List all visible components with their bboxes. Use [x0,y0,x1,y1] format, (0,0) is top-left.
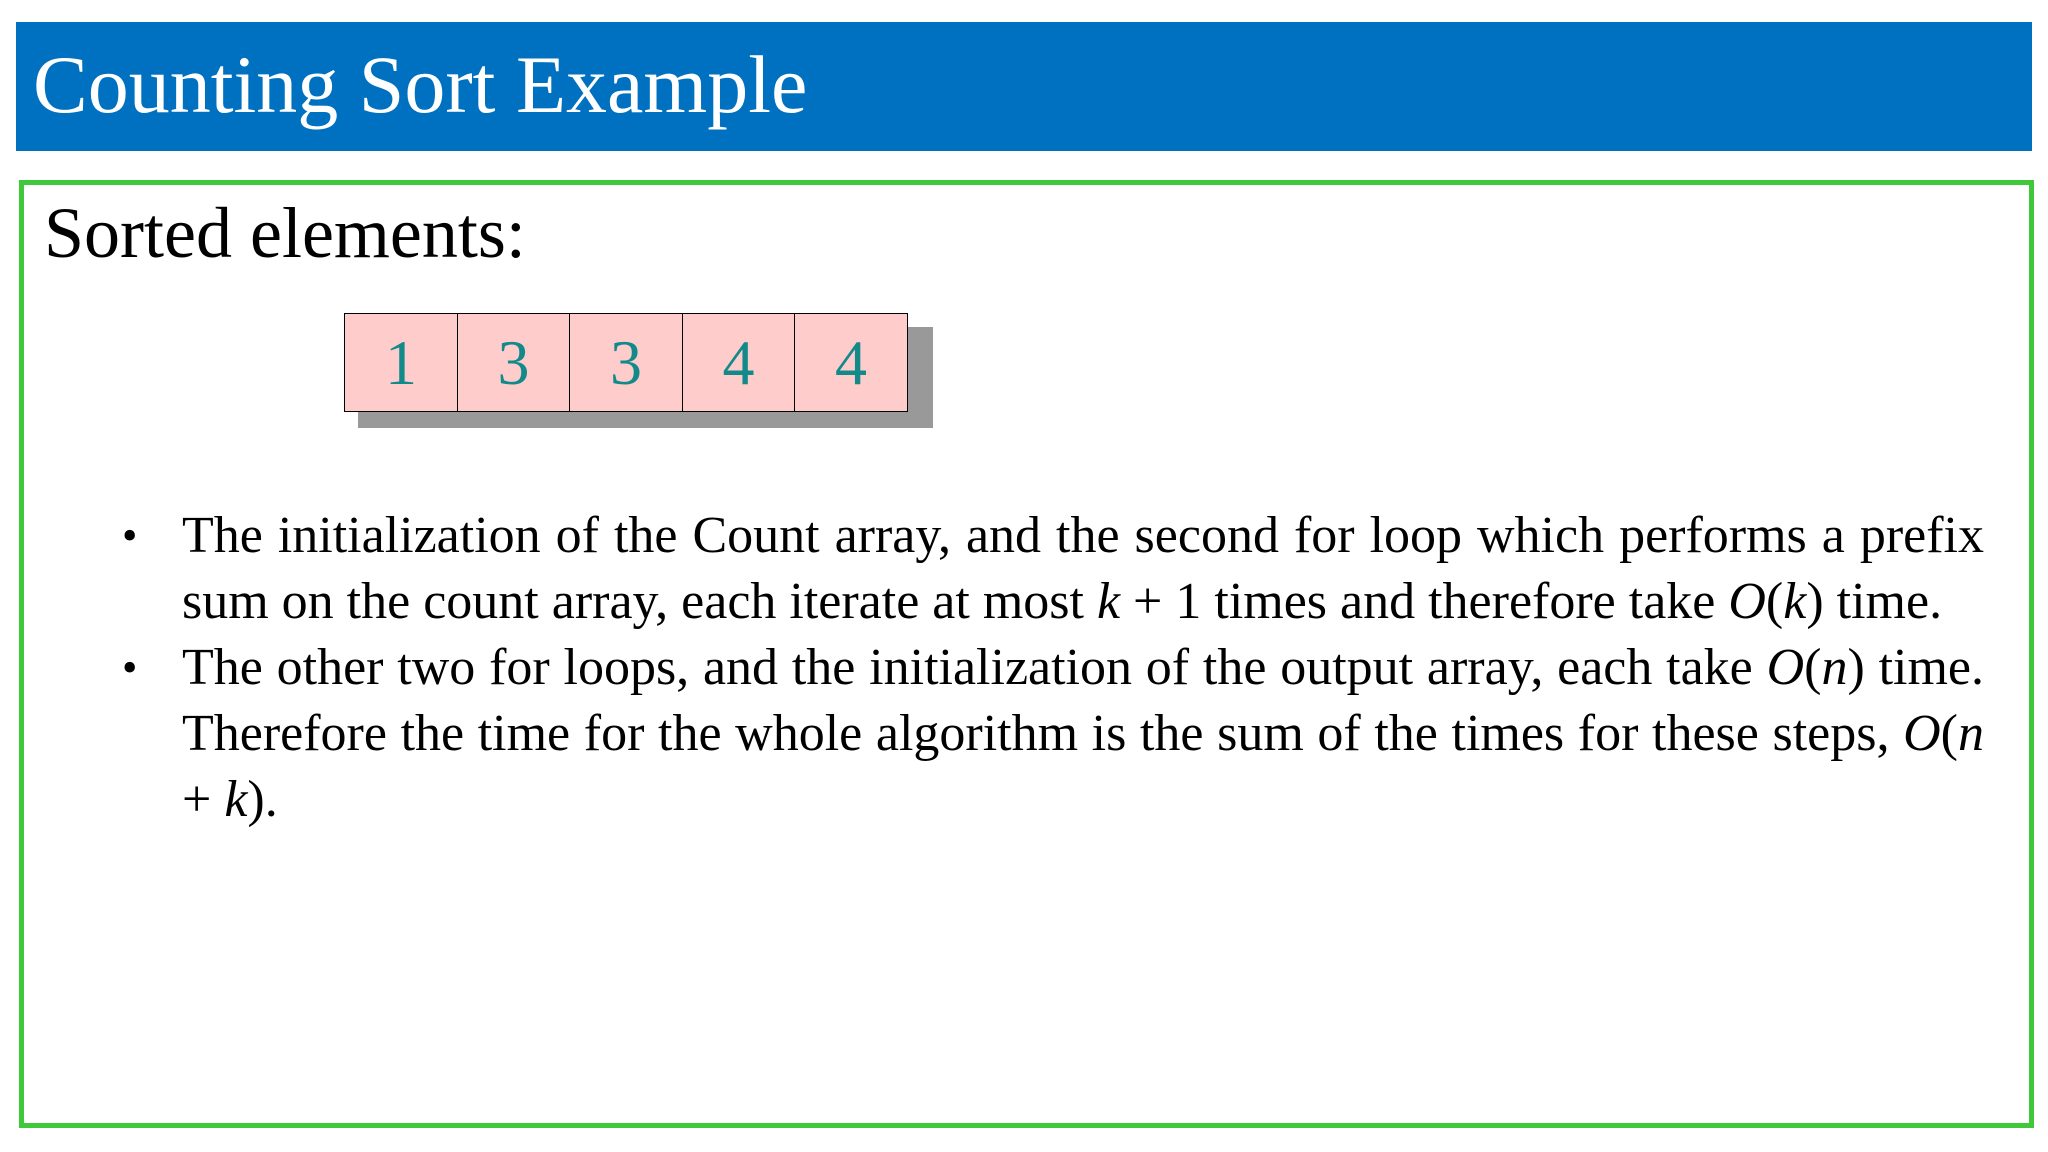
array-row [344,313,907,412]
bullet-item [104,503,1984,635]
bullet-text: ( [1765,573,1784,630]
content-frame [19,180,2034,1128]
sorted-array [344,313,934,433]
section-heading: Sorted elements: [44,193,526,273]
bullet-text: ( [1804,639,1822,696]
math-var: O [1903,705,1941,762]
bullet-text: ) time. Therefore the time for the whole algorithm is the sum of the times for these steps, [182,639,1984,762]
bullet-text: + [182,771,225,828]
math-var: O [1766,639,1805,696]
bullet-text: ). [247,771,278,828]
bullet-text: ) time. [1806,573,1943,630]
slide-title: Counting Sort Example [33,39,808,130]
array-cell: 4 [794,313,908,412]
math-var: n [1958,705,1984,762]
array-cell: 4 [682,313,796,412]
math-var: k [1096,573,1121,630]
bullet-text: ( [1940,705,1958,762]
math-var: n [1821,639,1848,696]
bullet-text: + 1 times and therefore take [1120,573,1729,630]
math-var: O [1728,573,1766,630]
bullet-icon: • [122,643,138,692]
array-cell: 1 [344,313,458,412]
math-var: k [224,771,248,828]
bullet-list [104,503,1984,833]
math-var: k [1783,573,1807,630]
bullet-text: The initialization of the Count array, and the second for loop which performs a prefix sum on the count array, each iterate at most [182,507,1984,630]
array-cell: 3 [457,313,571,412]
title-bar [16,22,2032,151]
bullet-item [104,635,1984,833]
array-cell: 3 [569,313,683,412]
bullet-text: The other two for loops, and the initialization of the output array, each take [182,639,1767,696]
bullet-icon: • [122,511,138,560]
